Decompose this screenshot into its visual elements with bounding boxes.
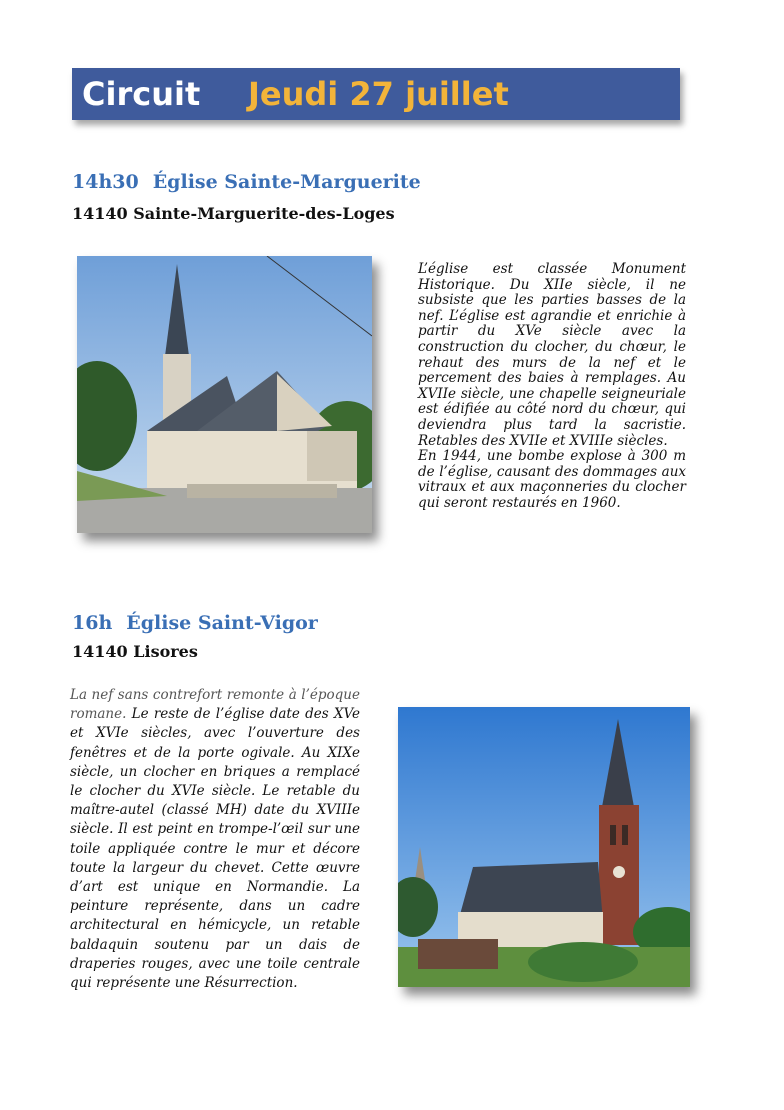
stop1-time: 14h30 [72, 171, 139, 193]
banner-date: Jeudi 27 juillet [248, 75, 509, 113]
stop2-time: 16h [72, 612, 113, 634]
stop1-para2: En 1944, une bombe explose à 300 m de l’église, causant des dommages aux vitraux et aux maçonneries du clocher qui seront restaurés en 1960. [418, 448, 686, 511]
stop2-church-photo [398, 707, 690, 987]
stop1-address: 14140 Sainte-Marguerite-des-Loges [72, 204, 395, 223]
stop1-para1: L’église est classée Monument Historique. Du XIIe siècle, il ne subsiste que les parties basses de la nef. L’église est agrandie et enrichie à partir du XVe siècle avec la construction du clocher, du chœur, le rehaut des murs de la nef et le percement des baies à remplages. Au XVIIe siècle, une chapelle seigneuriale est édifiée au côté nord du chœur, qui deviendra plus tard la sacristie. Retables des XVIIe et XVIIIe siècles. [418, 261, 686, 449]
stop2-name: Église Saint-Vigor [126, 612, 318, 634]
stop1-church-photo [77, 256, 372, 533]
stop2-heading [72, 612, 318, 634]
stop1-name: Église Sainte-Marguerite [152, 171, 421, 193]
title-banner [72, 68, 680, 120]
banner-word: Circuit [82, 75, 201, 113]
stop1-description [418, 262, 686, 512]
stop2-para-gray: La nef sans contrefort remonte à l’époque romane. [70, 687, 360, 723]
stop2-address: 14140 Lisores [72, 642, 198, 661]
stop2-description [70, 686, 360, 993]
stop2-para-rest: Le reste de l’église date des XVe et XVIe siècles, avec l’ouverture des fenêtres et de la porte ogivale. Au XIXe siècle, un clocher en briques a remplacé le clocher du XVIe siècle. Le retable du maître-autel (classé MH) date du XVIIIe siècle. Il est peint en trompe-l’œil sur une toile appliquée contre le mur et décore toute la largeur du chevet. Cette œuvre d’art est unique en Normandie. La peinture représente, dans un cadre architectural en hémicycle, un retable baldaquin soutenu par un dais de draperies rouges, avec une toile centrale qui représente une Résurrection. [70, 706, 360, 992]
stop2-para [70, 686, 360, 993]
stop1-heading [72, 171, 421, 193]
